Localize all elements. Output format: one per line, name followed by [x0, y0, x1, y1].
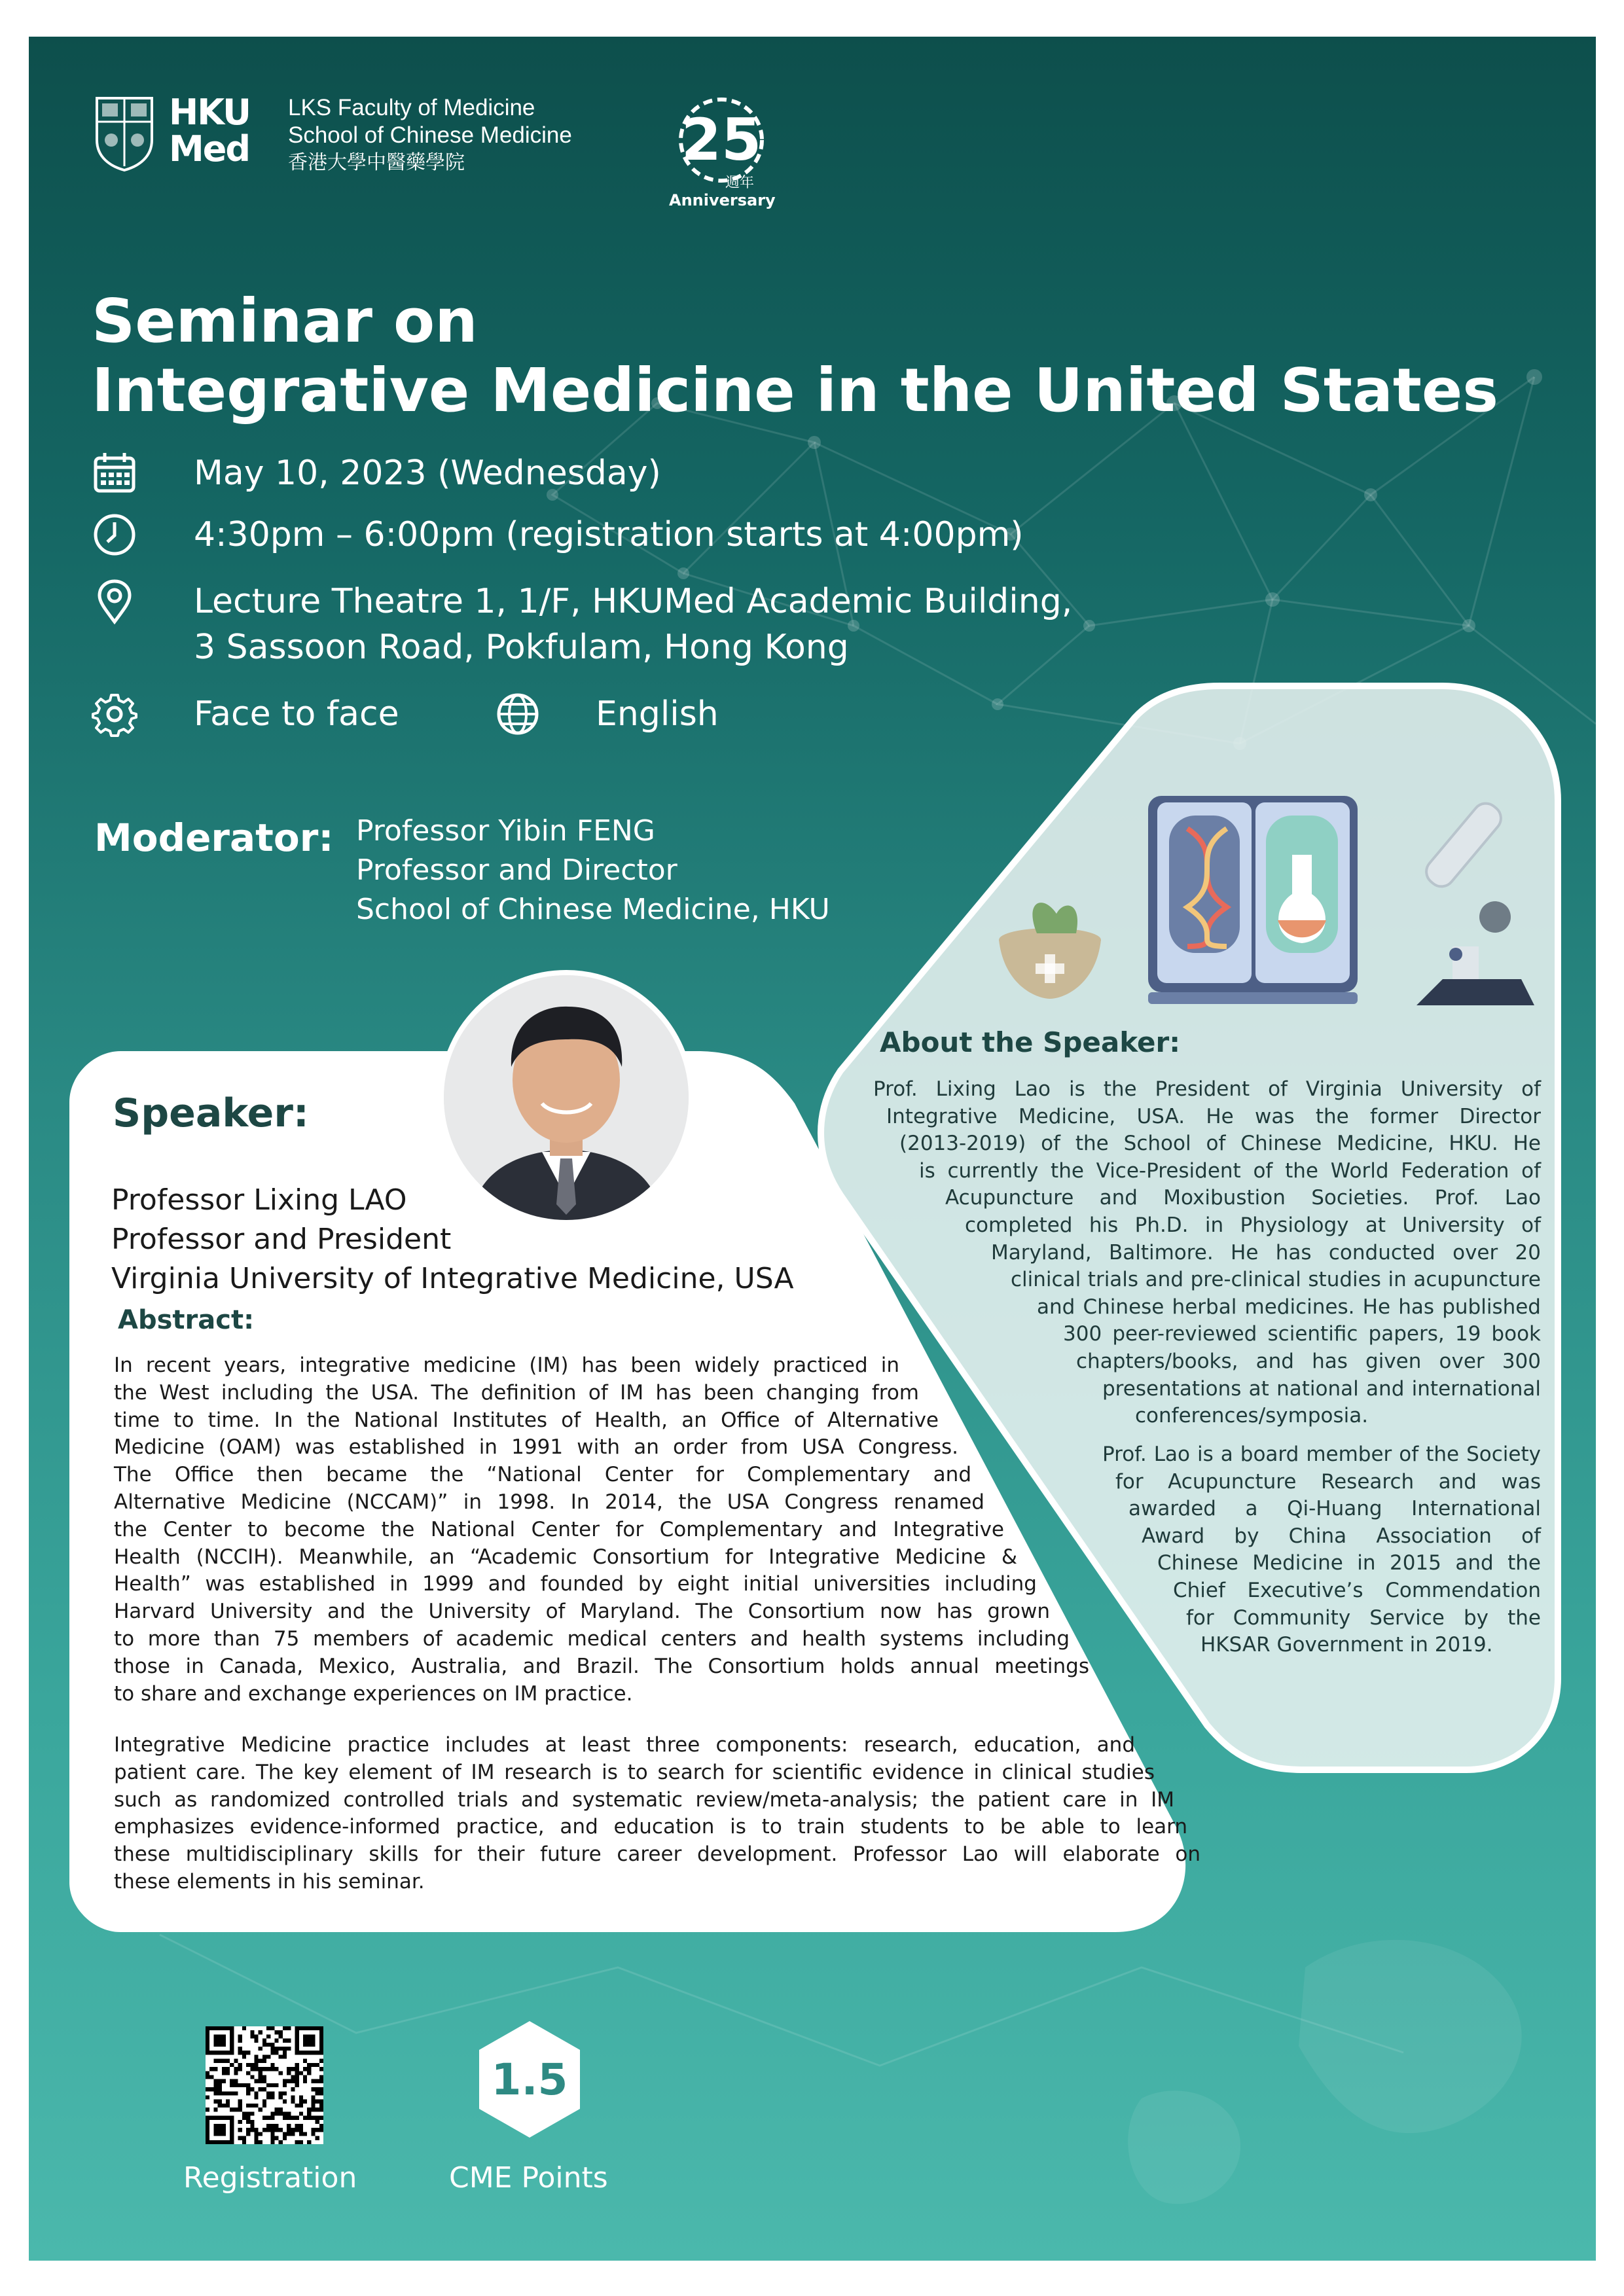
moderator-name: Professor Yibin FENG — [356, 814, 655, 848]
faculty-line1: LKS Faculty of Medicine — [288, 95, 535, 120]
about-speaker-line: is currently the Vice-President of the World Federation of — [919, 1158, 1541, 1183]
abstract-line: time to time. In the National Institutes of Health, an Office of Alternative — [114, 1408, 939, 1432]
abstract-line: these elements in his seminar. — [114, 1870, 425, 1893]
about-speaker-line: Integrative Medicine, USA. He was the former Director — [886, 1104, 1541, 1128]
abstract-line: Medicine (OAM) was established in 1991 with an order from USA Congress. — [114, 1435, 958, 1460]
about-speaker-line: Maryland, Baltimore. He has conducted over 20 — [991, 1240, 1541, 1265]
registration-label: Registration — [183, 2161, 357, 2195]
about-speaker-line: Acupuncture and Moxibustion Societies. Prof. Lao — [945, 1186, 1541, 1210]
speaker-role: Professor and President — [111, 1223, 452, 1256]
speaker-name: Professor Lixing LAO — [111, 1183, 407, 1217]
abstract-line: Health (NCCIH). Meanwhile, an “Academic Consortium for Integrative Medicine & — [114, 1545, 1017, 1569]
abstract-line: the West including the USA. The definition of IM has been changing from — [114, 1380, 919, 1405]
abstract-title: Abstract: — [118, 1305, 255, 1335]
about-speaker-line: awarded a Qi-Huang International — [1128, 1497, 1541, 1521]
about-speaker-line: Chief Executive’s Commendation — [1173, 1579, 1541, 1602]
speaker-label: Speaker: — [113, 1090, 309, 1136]
about-speaker-line: chapters/books, and has given over 300 — [1076, 1350, 1541, 1373]
event-venue-line2: 3 Sassoon Road, Pokfulam, Hong Kong — [194, 628, 849, 667]
event-mode: Face to face — [194, 694, 399, 734]
about-speaker-line: conferences/symposia. — [1135, 1404, 1369, 1428]
wordmark-line1: HKU — [169, 92, 250, 133]
about-speaker-line: Prof. Lao is a board member of the Society — [1102, 1443, 1541, 1466]
registration-qr-code[interactable] — [206, 2026, 323, 2144]
speaker-org: Virginia University of Integrative Medicine, USA — [111, 1262, 794, 1295]
abstract-line: The Office then became the “National Center for Complementary and — [114, 1463, 971, 1487]
anniversary-chinese: 週年 — [725, 175, 755, 191]
moderator-org: School of Chinese Medicine, HKU — [356, 893, 830, 926]
event-venue-line1: Lecture Theatre 1, 1/F, HKUMed Academic Building, — [194, 582, 1073, 621]
about-speaker-title: About the Speaker: — [880, 1026, 1181, 1058]
about-speaker-line: and Chinese herbal medicines. He has published — [1037, 1295, 1541, 1319]
speaker-photo — [439, 970, 694, 1225]
about-speaker-line: presentations at national and international — [1102, 1376, 1541, 1401]
abstract-line: emphasizes evidence-informed practice, and education is to train students to be able to learn — [114, 1815, 1187, 1839]
abstract-line: Alternative Medicine (NCCAM)” in 1998. In 2014, the USA Congress renamed — [114, 1490, 984, 1514]
about-speaker-line: for Community Service by the — [1186, 1605, 1541, 1630]
about-speaker-line: clinical trials and pre-clinical studies in acupuncture — [1011, 1268, 1541, 1292]
speaker-panel-shape — [29, 37, 1596, 2261]
abstract-line: patient care. The key element of IM research is to search for scientific evidence in clinical studies — [114, 1760, 1155, 1784]
about-speaker-line: for Acupuncture Research and was — [1115, 1469, 1541, 1494]
faculty-line3-chinese: 香港大學中醫藥學院 — [288, 151, 465, 174]
abstract-line: Health” was established in 1999 and founded by eight initial universities including — [114, 1572, 1037, 1596]
about-speaker-line: Award by China Association of — [1142, 1524, 1541, 1548]
abstract-line: these multidisciplinary skills for their future career development. Professor Lao will elaborate on — [114, 1842, 1200, 1867]
title-line1: Seminar on — [92, 286, 478, 356]
speaker-portrait-image — [444, 975, 689, 1220]
cme-value: 1.5 — [491, 2054, 568, 2105]
anniversary-label: Anniversary — [669, 191, 776, 209]
faculty-line2: School of Chinese Medicine — [288, 122, 572, 148]
abstract-line: those in Canada, Mexico, Australia, and Brazil. The Consortium holds annual meetings — [114, 1654, 1089, 1678]
moderator-role: Professor and Director — [356, 853, 677, 887]
event-language: English — [596, 694, 719, 734]
about-speaker-line: 300 peer-reviewed scientific papers, 19 book — [1063, 1322, 1541, 1346]
abstract-line: to share and exchange experiences on IM practice. — [114, 1681, 633, 1706]
poster — [29, 37, 1596, 2261]
cme-label: CME Points — [449, 2161, 608, 2195]
about-speaker-line: completed his Ph.D. in Physiology at University of — [965, 1213, 1541, 1237]
about-speaker-line: HKSAR Government in 2019. — [1200, 1633, 1493, 1657]
abstract-line: Integrative Medicine practice includes at least three components: research, education, and — [114, 1733, 1135, 1757]
event-time: 4:30pm – 6:00pm (registration starts at 4:00pm) — [194, 515, 1024, 554]
about-speaker-line: Prof. Lixing Lao is the President of Virginia University of — [873, 1077, 1541, 1101]
abstract-line: Harvard University and the University of Maryland. The Consortium now has grown — [114, 1600, 1050, 1624]
cme-hexagon-badge — [474, 2017, 585, 2142]
about-speaker-line: Chinese Medicine in 2015 and the — [1157, 1551, 1541, 1575]
abstract-line: such as randomized controlled trials and systematic review/meta-analysis; the patient care in IM — [114, 1787, 1174, 1812]
abstract-line: to more than 75 members of academic medical centers and health systems including — [114, 1627, 1070, 1651]
anniversary-number: 25 — [681, 106, 762, 173]
moderator-label: Moderator: — [94, 816, 334, 860]
about-speaker-line: (2013-2019) of the School of Chinese Medicine, HKU. He — [899, 1132, 1541, 1156]
event-date: May 10, 2023 (Wednesday) — [194, 454, 661, 493]
abstract-line: the Center to become the National Center for Complementary and Integrative — [114, 1517, 1004, 1541]
title-line2: Integrative Medicine in the United States — [92, 355, 1499, 425]
wordmark-line2: Med — [169, 128, 250, 170]
abstract-line: In recent years, integrative medicine (IM) has been widely practiced in — [114, 1354, 899, 1377]
